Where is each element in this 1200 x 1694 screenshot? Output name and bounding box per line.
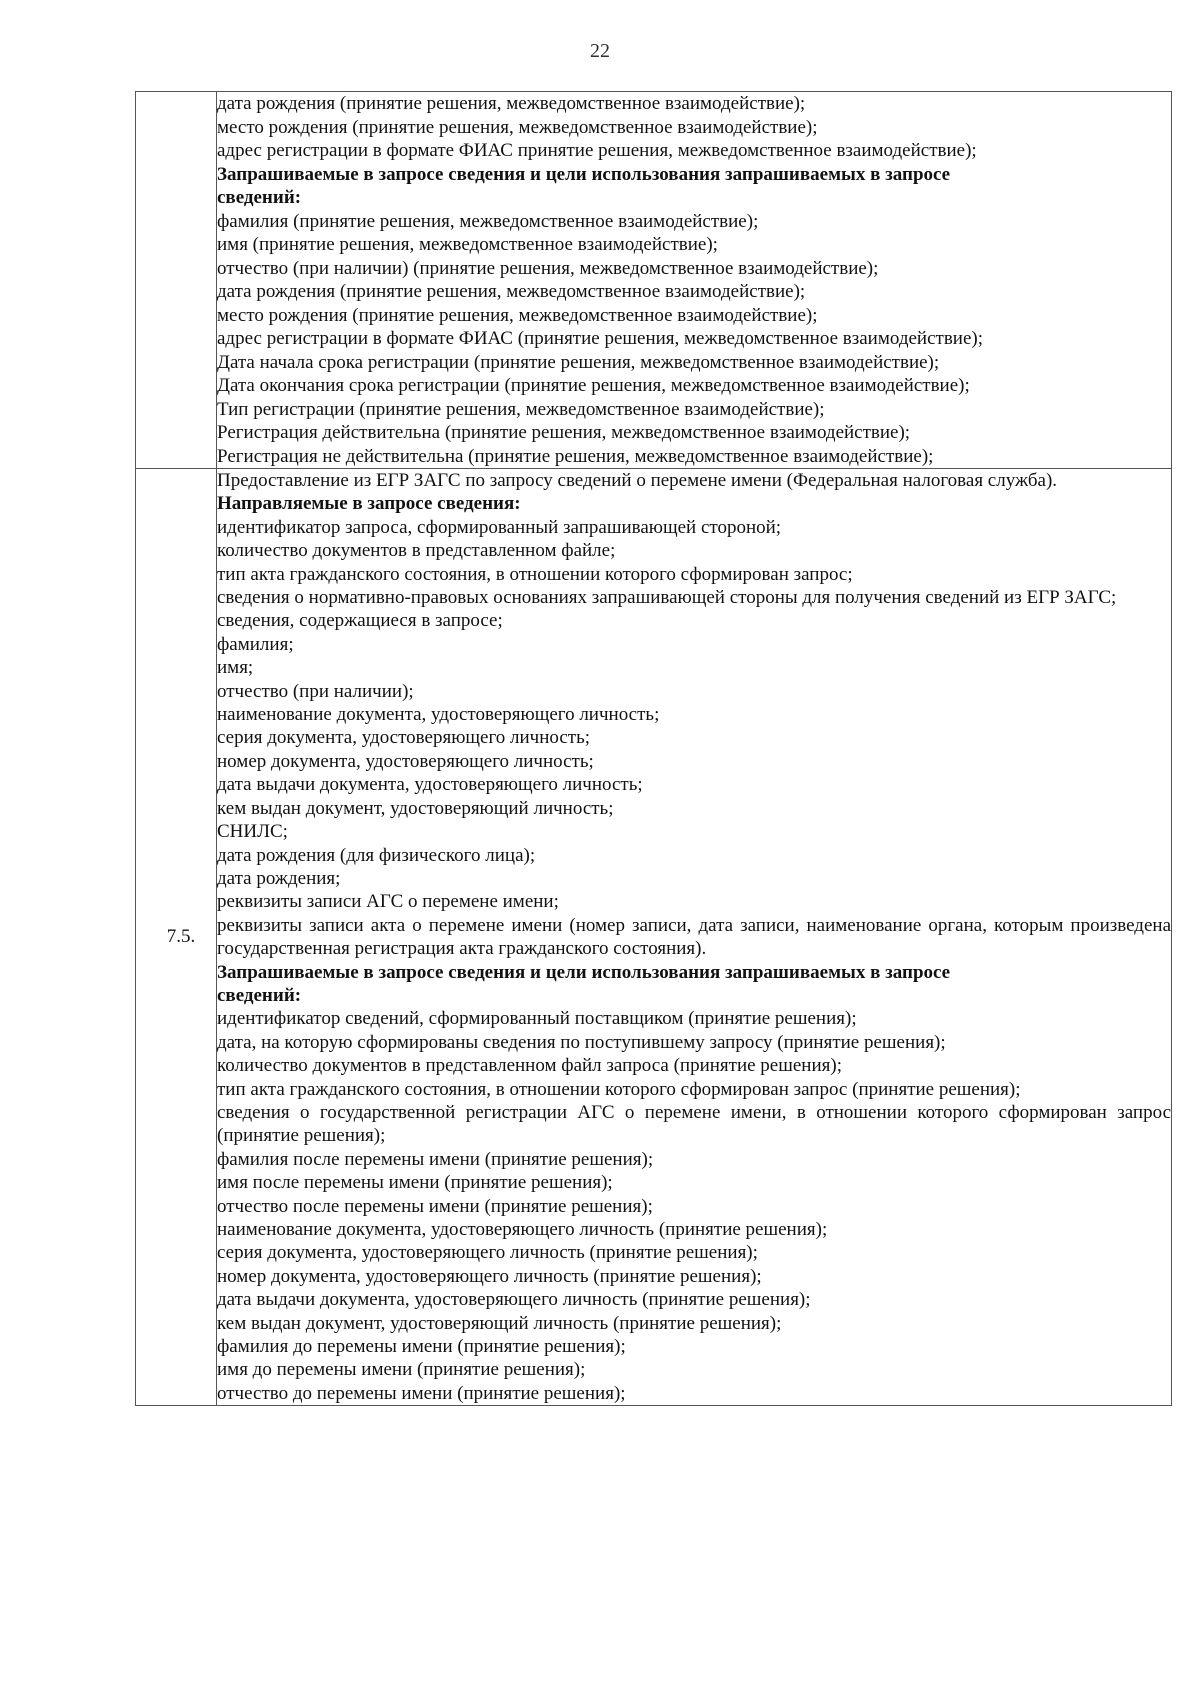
list-item: имя; <box>217 657 254 679</box>
list-item: номер документа, удостоверяющего личность; <box>217 750 594 772</box>
row-lines <box>217 92 1171 468</box>
list-item: адрес регистрации в формате ФИАС (принятие решения, межведомственное взаимодействие); <box>217 328 984 349</box>
list-item: фамилия (принятие решения, межведомственное взаимодействие); <box>217 210 759 232</box>
list-item: сведения о государственной регистрации АГС о перемене имени, в отношении которого сформирован запрос (принятие решения); <box>217 1101 1171 1147</box>
list-item: количество документов в представленном файл запроса (принятие решения); <box>217 1055 842 1077</box>
section-heading: сведений: <box>217 984 302 1006</box>
list-item: СНИЛС; <box>217 821 288 843</box>
list-item: Дата окончания срока регистрации (принятие решения, межведомственное взаимодействие); <box>217 375 970 396</box>
list-item: Регистрация не действительна (принятие решения, межведомственное взаимодействие); <box>217 445 934 467</box>
list-item: отчество после перемены имени (принятие решения); <box>217 1195 653 1217</box>
list-item: тип акта гражданского состояния, в отношении которого сформирован запрос (принятие решения); <box>217 1078 1021 1100</box>
list-item: имя до перемены имени (принятие решения); <box>217 1359 586 1381</box>
list-item: дата рождения (принятие решения, межведомственное взаимодействие); <box>217 281 806 302</box>
list-item: Предоставление из ЕГР ЗАГС по запросу сведений о перемене имени (Федеральная налоговая служба). <box>217 470 1058 491</box>
list-item: наименование документа, удостоверяющего личность; <box>217 704 660 726</box>
list-item: фамилия после перемены имени (принятие решения); <box>217 1148 654 1170</box>
section-heading: Направляемые в запросе сведения: <box>217 493 521 515</box>
list-item: отчество (при наличии); <box>217 680 414 702</box>
list-item: дата выдачи документа, удостоверяющего личность; <box>217 774 643 796</box>
list-item: сведения о нормативно-правовых основаниях запрашивающей стороны для получения сведений из ЕГР ЗАГС; <box>217 587 1117 609</box>
list-item: дата, на которую сформированы сведения по поступившему запросу (принятие решения); <box>217 1031 946 1053</box>
list-item: Регистрация действительна (принятие решения, межведомственное взаимодействие); <box>217 422 911 443</box>
section-heading: сведений: <box>217 187 302 208</box>
list-item: наименование документа, удостоверяющего личность (принятие решения); <box>217 1219 828 1240</box>
list-item: дата рождения (для физического лица); <box>217 844 536 866</box>
table-row <box>136 469 1172 1406</box>
section-heading: Запрашиваемые в запросе сведения и цели использования запрашиваемых в запросе <box>217 163 951 185</box>
list-item: идентификатор запроса, сформированный запрашивающей стороной; <box>217 516 782 538</box>
row-number-cell <box>136 92 217 469</box>
row-content-cell <box>217 92 1172 469</box>
row-content-cell <box>217 469 1172 1406</box>
list-item: сведения, содержащиеся в запросе; <box>217 610 503 632</box>
list-item: тип акта гражданского состояния, в отношении которого сформирован запрос; <box>217 563 853 585</box>
list-item: кем выдан документ, удостоверяющий личность (принятие решения); <box>217 1312 782 1334</box>
list-item: место рождения (принятие решения, межведомственное взаимодействие); <box>217 304 818 326</box>
list-item: кем выдан документ, удостоверяющий личность; <box>217 797 614 819</box>
list-item: дата рождения (принятие решения, межведомственное взаимодействие); <box>217 93 806 114</box>
list-item: отчество (при наличии) (принятие решения, межведомственное взаимодействие); <box>217 257 879 279</box>
list-item: идентификатор сведений, сформированный поставщиком (принятие решения); <box>217 1008 857 1030</box>
list-item: дата рождения; <box>217 867 341 889</box>
list-item: серия документа, удостоверяющего личность; <box>217 727 591 749</box>
list-item: адрес регистрации в формате ФИАС принятие решения, межведомственное взаимодействие); <box>217 140 977 161</box>
list-item: Тип регистрации (принятие решения, межведомственное взаимодействие); <box>217 398 825 420</box>
row-number: 7.5. <box>166 926 196 948</box>
table-row <box>136 92 1172 469</box>
row-lines <box>217 469 1171 1405</box>
list-item: отчество до перемены имени (принятие решения); <box>217 1382 626 1404</box>
list-item: имя (принятие решения, межведомственное взаимодействие); <box>217 234 718 255</box>
list-item: количество документов в представленном файле; <box>217 540 616 562</box>
list-item: имя после перемены имени (принятие решения); <box>217 1172 613 1194</box>
list-item: место рождения (принятие решения, межведомственное взаимодействие); <box>217 116 818 138</box>
document-table <box>135 91 1172 1406</box>
list-item: фамилия; <box>217 633 294 655</box>
list-item: фамилия до перемены имени (принятие решения); <box>217 1336 626 1358</box>
section-heading: Запрашиваемые в запросе сведения и цели использования запрашиваемых в запросе <box>217 961 951 983</box>
list-item: дата выдачи документа, удостоверяющего личность (принятие решения); <box>217 1289 811 1311</box>
page-number: 22 <box>590 40 610 62</box>
list-item: реквизиты записи АГС о перемене имени; <box>217 891 559 913</box>
list-item: серия документа, удостоверяющего личность (принятие решения); <box>217 1242 758 1264</box>
list-item: Дата начала срока регистрации (принятие решения, межведомственное взаимодействие); <box>217 351 940 373</box>
row-number-cell <box>136 469 217 1406</box>
list-item: реквизиты записи акта о перемене имени (номер записи, дата записи, наименование органа, которым произведена государственная регистрация акта гражданского состояния). <box>217 914 1171 960</box>
list-item: номер документа, удостоверяющего личность (принятие решения); <box>217 1265 762 1287</box>
